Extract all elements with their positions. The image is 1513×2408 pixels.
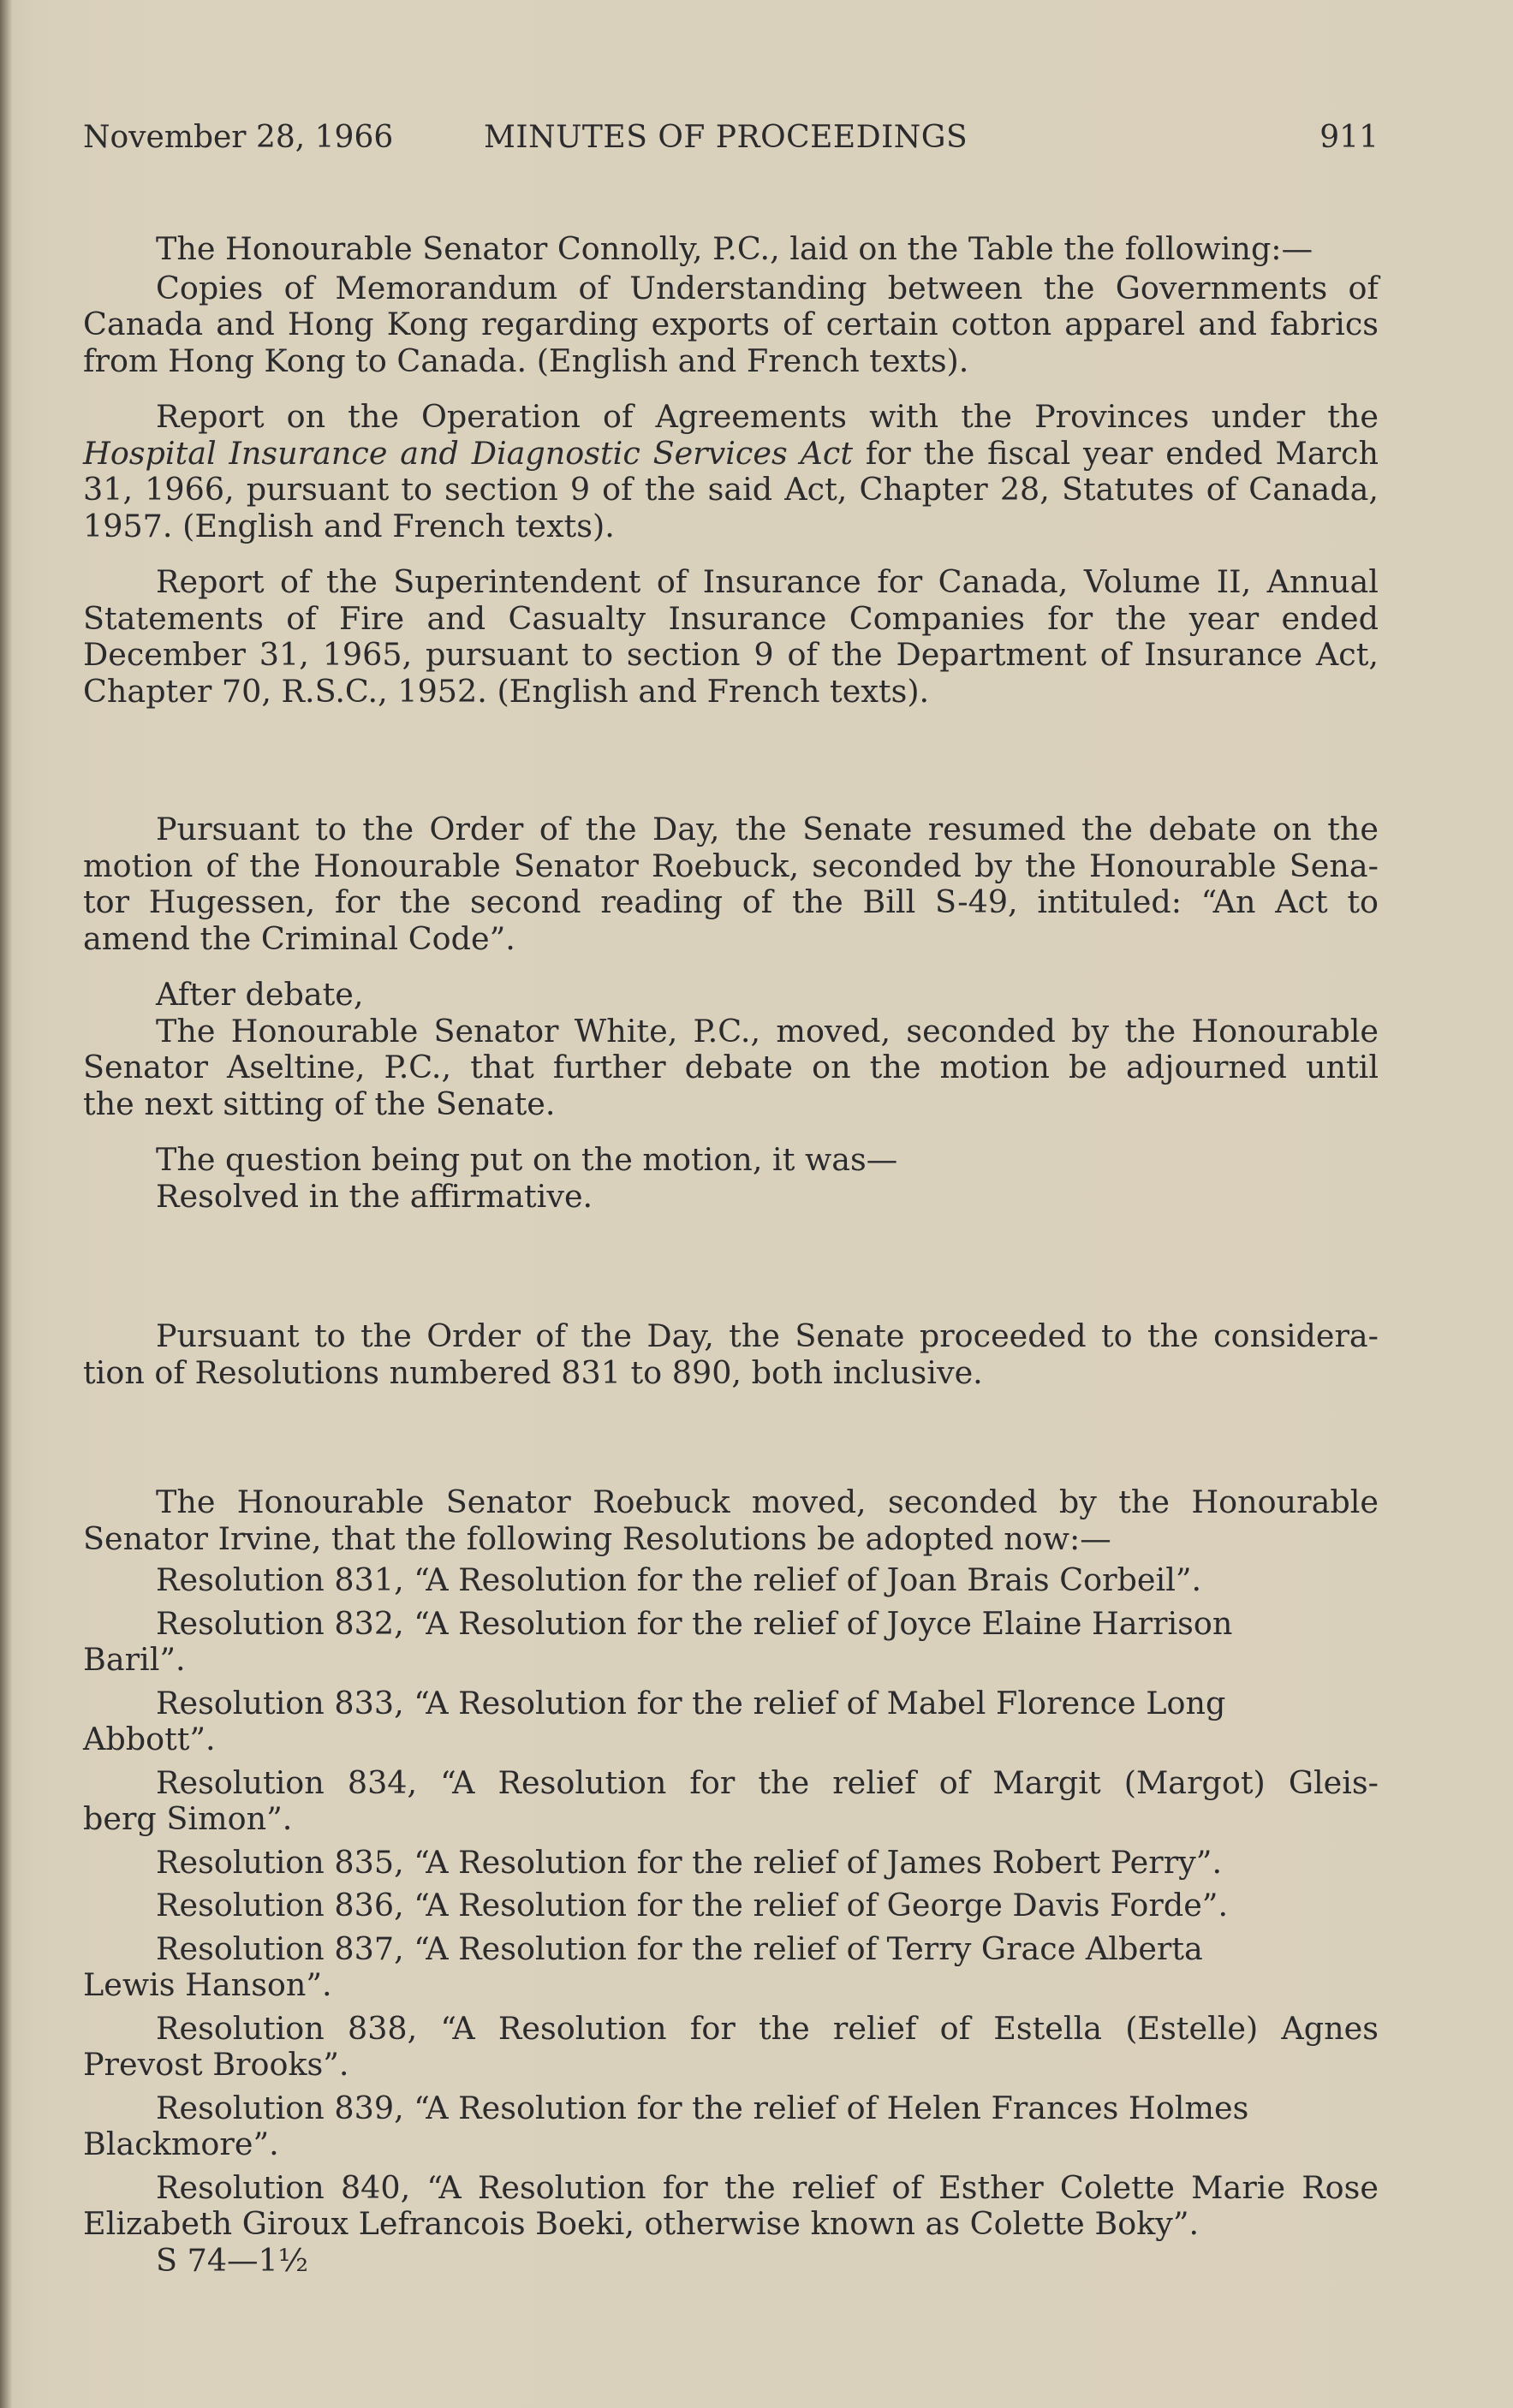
header-date: November 28, 1966 bbox=[83, 120, 394, 155]
paragraph-line: amend the Criminal Code”. bbox=[83, 919, 515, 957]
paragraph-line: The Honourable Senator White, P.C., moved, seconded by the Honourable bbox=[156, 1012, 1379, 1049]
resolution-item: Resolution 831, “A Resolution for the relief of Joan Brais Corbeil”. bbox=[156, 1561, 1202, 1598]
paragraph-intro: The Honourable Senator Connolly, P.C., laid on the Table the following:— bbox=[156, 230, 1313, 267]
resolution-item: Resolution 834, “A Resolution for the relief of Margit (Margot) Gleis- bbox=[156, 1763, 1379, 1801]
resolution-item-continued: berg Simon”. bbox=[83, 1800, 293, 1837]
paragraph-line: 31, 1966, pursuant to section 9 of the said Act, Chapter 28, Statutes of Canada, bbox=[83, 471, 1379, 508]
paragraph-line: Statements of Fire and Casualty Insurance Companies for the year ended bbox=[83, 599, 1379, 637]
resolution-item-continued: Lewis Hanson”. bbox=[83, 1966, 332, 2003]
paragraph-line: The question being put on the motion, it was— bbox=[156, 1141, 898, 1178]
resolution-item-continued: Elizabeth Giroux Lefrancois Boeki, otherwise known as Colette Boky”. bbox=[83, 2205, 1200, 2242]
paragraph-line: motion of the Honourable Senator Roebuck, seconded by the Honourable Sena- bbox=[83, 847, 1379, 884]
page-number: 911 bbox=[1319, 120, 1379, 155]
resolution-item: Resolution 836, “A Resolution for the relief of George Davis Forde”. bbox=[156, 1887, 1229, 1923]
paragraph-line: Copies of Memorandum of Understanding between the Governments of bbox=[156, 269, 1379, 306]
resolution-item-continued: Abbott”. bbox=[83, 1721, 216, 1757]
paragraph-line: Report of the Superintendent of Insurance for Canada, Volume II, Annual bbox=[156, 563, 1379, 600]
resolution-item-continued: Prevost Brooks”. bbox=[83, 2046, 349, 2083]
paragraph-line: Senator Aseltine, P.C., that further debate on the motion be adjourned until bbox=[83, 1049, 1379, 1085]
resolution-item-continued: Blackmore”. bbox=[83, 2126, 279, 2162]
resolution-item: Resolution 833, “A Resolution for the relief of Mabel Florence Long bbox=[156, 1684, 1226, 1721]
paragraph-line: 1957. (English and French texts). bbox=[83, 507, 615, 544]
paragraph-line: The Honourable Senator Roebuck moved, seconded by the Honourable bbox=[156, 1483, 1379, 1520]
resolution-item: Resolution 839, “A Resolution for the relief of Helen Frances Holmes bbox=[156, 2089, 1249, 2126]
paragraph-line bbox=[83, 436, 1379, 473]
resolution-item: Resolution 832, “A Resolution for the relief of Joyce Elaine Harrison bbox=[156, 1604, 1233, 1642]
paragraph-line: Report on the Operation of Agreements with the Provinces under the bbox=[156, 398, 1379, 435]
paragraph-line: Resolved in the affirmative. bbox=[156, 1177, 593, 1215]
paragraph-line: tion of Resolutions numbered 831 to 890, both inclusive. bbox=[83, 1353, 983, 1391]
paragraph-line: tor Hugessen, for the second reading of the Bill S-49, intituled: “An Act to bbox=[83, 883, 1379, 920]
resolution-item: Resolution 840, “A Resolution for the relief of Esther Colette Marie Rose bbox=[156, 2168, 1379, 2206]
paragraph-line: Pursuant to the Order of the Day, the Senate resumed the debate on the bbox=[156, 811, 1379, 847]
paragraph-line: December 31, 1965, pursuant to section 9 of the Department of Insurance Act, bbox=[83, 636, 1379, 673]
paragraph-line-tail: for the fiscal year ended March bbox=[853, 434, 1379, 472]
paragraph-line: Senator Irvine, that the following Resolutions be adopted now:— bbox=[83, 1519, 1111, 1557]
resolutions-consideration-section bbox=[83, 1318, 1379, 1391]
header-title: MINUTES OF PROCEEDINGS bbox=[484, 120, 968, 155]
resolution-item-continued: Baril”. bbox=[83, 1641, 186, 1678]
resolutions-motion-section bbox=[83, 1484, 1379, 2279]
resolution-item: Resolution 835, “A Resolution for the relief of James Robert Perry”. bbox=[156, 1843, 1223, 1881]
bill-debate-section bbox=[83, 812, 1379, 1215]
paragraph-line: After debate, bbox=[156, 976, 364, 1013]
printer-signature: S 74—1½ bbox=[156, 2241, 309, 2279]
binding-edge bbox=[0, 0, 12, 2408]
resolution-item: Resolution 838, “A Resolution for the relief of Estella (Estelle) Agnes bbox=[156, 2009, 1379, 2047]
paragraph-line: Canada and Hong Kong regarding exports of certain cotton apparel and fabrics bbox=[83, 306, 1379, 342]
paragraph-line: Chapter 70, R.S.C., 1952. (English and French texts). bbox=[83, 672, 930, 710]
paragraph-line: Pursuant to the Order of the Day, the Senate proceeded to the considera- bbox=[156, 1317, 1379, 1354]
resolution-item: Resolution 837, “A Resolution for the relief of Terry Grace Alberta bbox=[156, 1929, 1203, 1967]
paragraph-line: from Hong Kong to Canada. (English and French texts). bbox=[83, 342, 969, 379]
paragraph-line: the next sitting of the Senate. bbox=[83, 1085, 556, 1122]
act-title: Hospital Insurance and Diagnostic Services Act bbox=[83, 434, 853, 472]
tabled-documents-section bbox=[83, 231, 1379, 710]
running-head bbox=[83, 120, 1379, 163]
